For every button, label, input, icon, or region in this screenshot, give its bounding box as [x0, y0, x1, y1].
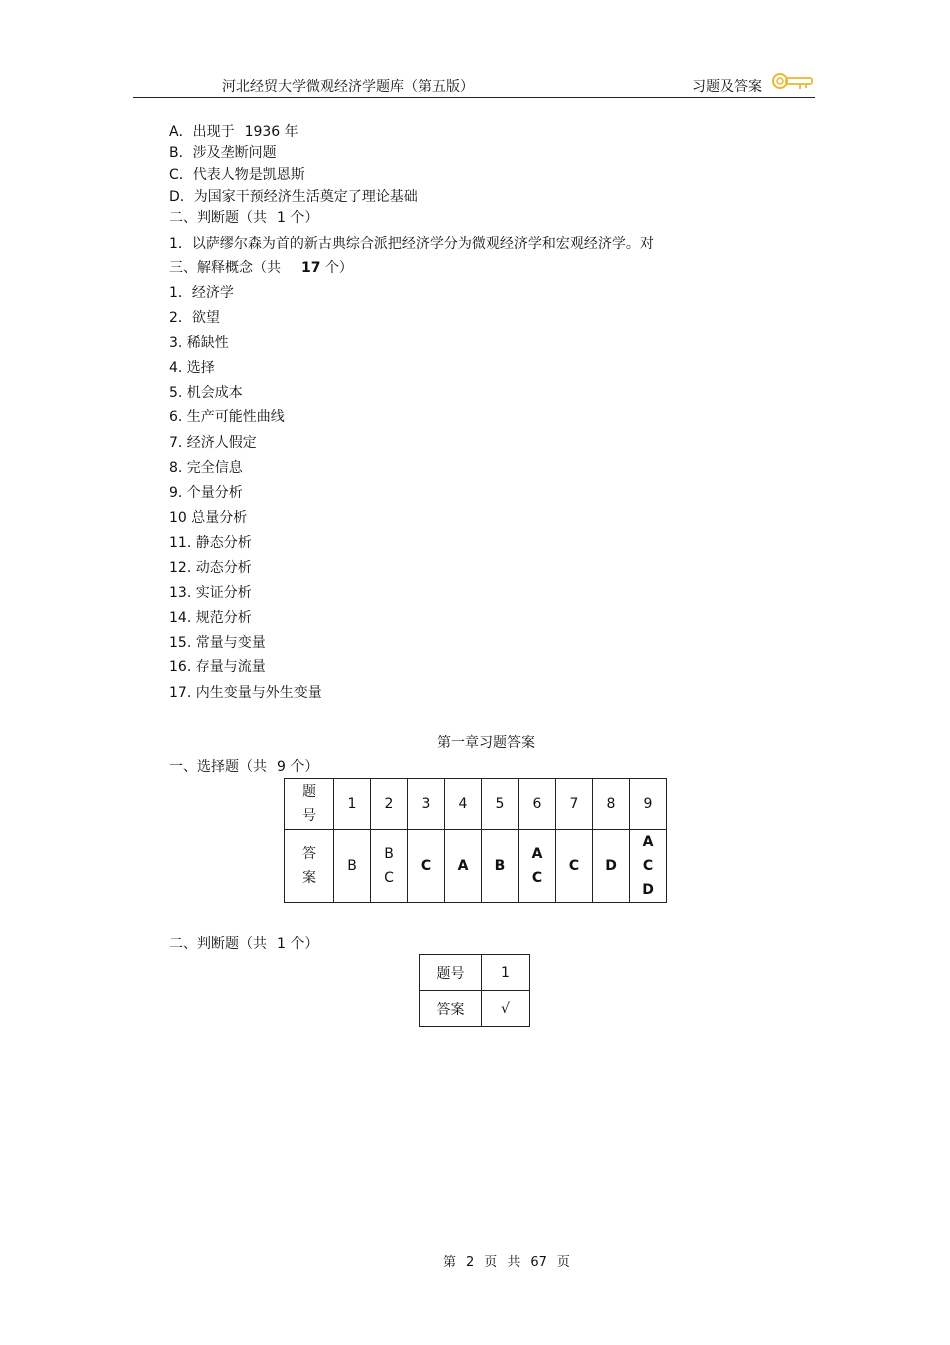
- concept-item: 9. 个量分析: [169, 485, 243, 501]
- table-cell-label: 题号: [420, 955, 482, 991]
- table-row: [285, 830, 667, 903]
- table-cell-number: 5: [482, 779, 519, 830]
- table-cell-answer: B: [334, 830, 371, 903]
- option-d: D．为国家干预经济生活奠定了理论基础: [169, 189, 418, 205]
- table-cell-number: 1: [482, 955, 530, 991]
- table-cell-number: 4: [445, 779, 482, 830]
- table-cell-number: 9: [630, 779, 667, 830]
- concept-item: 4. 选择: [169, 360, 215, 376]
- table-cell-answer: A C D: [630, 830, 667, 903]
- table-cell-answer: A: [445, 830, 482, 903]
- table-cell-label: 答 案: [285, 830, 334, 903]
- table-row: [420, 991, 530, 1027]
- answers-judge-heading: 二、判断题（共 1 个）: [169, 936, 319, 952]
- option-a: A．出现于 1936 年: [169, 124, 299, 140]
- option-b: B．涉及垄断问题: [169, 145, 277, 161]
- concept-item: 15. 常量与变量: [169, 635, 266, 651]
- concept-item: 1．经济学: [169, 285, 234, 301]
- concept-item: 6. 生产可能性曲线: [169, 409, 285, 425]
- concept-item: 11. 静态分析: [169, 535, 252, 551]
- table-cell-answer: C: [408, 830, 445, 903]
- answers-choice-heading: 一、选择题（共 9 个）: [169, 759, 319, 775]
- concept-item: 10 总量分析: [169, 510, 248, 526]
- table-cell-answer: B: [482, 830, 519, 903]
- concept-item: 5. 机会成本: [169, 385, 243, 401]
- header-title: 河北经贸大学微观经济学题库（第五版）: [222, 79, 474, 95]
- table-cell-number: 8: [593, 779, 630, 830]
- header-divider: [133, 97, 815, 98]
- concept-item: 7. 经济人假定: [169, 435, 257, 451]
- table-cell-answer: √: [482, 991, 530, 1027]
- answers-title: 第一章习题答案: [437, 735, 535, 751]
- option-c: C．代表人物是凯恩斯: [169, 167, 305, 183]
- header-right-label: 习题及答案: [692, 79, 762, 95]
- table-row: [420, 955, 530, 991]
- concept-item: 13. 实证分析: [169, 585, 252, 601]
- judge-item: 1．以萨缪尔森为首的新古典综合派把经济学分为微观经济学和宏观经济学。对: [169, 236, 654, 252]
- concept-item: 8. 完全信息: [169, 460, 243, 476]
- concept-item: 3. 稀缺性: [169, 335, 229, 351]
- table-cell-number: 6: [519, 779, 556, 830]
- table-cell-answer: A C: [519, 830, 556, 903]
- table-cell-number: 2: [371, 779, 408, 830]
- table-cell-answer: D: [593, 830, 630, 903]
- table-cell-number: 7: [556, 779, 593, 830]
- concept-item: 2．欲望: [169, 310, 220, 326]
- table-row: [285, 779, 667, 830]
- table-cell-label: 答案: [420, 991, 482, 1027]
- concept-item: 14. 规范分析: [169, 610, 252, 626]
- table-cell-answer: C: [556, 830, 593, 903]
- table-cell-answer: B C: [371, 830, 408, 903]
- section-judge-heading: 二、判断题（共 1 个）: [169, 210, 319, 226]
- concept-item: 17. 内生变量与外生变量: [169, 685, 322, 701]
- choice-answer-table: [284, 778, 667, 903]
- table-cell-label: 题 号: [285, 779, 334, 830]
- page-footer: 第 2 页 共 67 页: [443, 1255, 570, 1270]
- section-concepts-heading: 三、解释概念（共 17 个）: [169, 260, 353, 276]
- concept-item: 16. 存量与流量: [169, 659, 266, 675]
- judge-answer-table: [419, 954, 530, 1027]
- concept-item: 12. 动态分析: [169, 560, 252, 576]
- table-cell-number: 1: [334, 779, 371, 830]
- table-cell-number: 3: [408, 779, 445, 830]
- key-icon: [770, 70, 816, 92]
